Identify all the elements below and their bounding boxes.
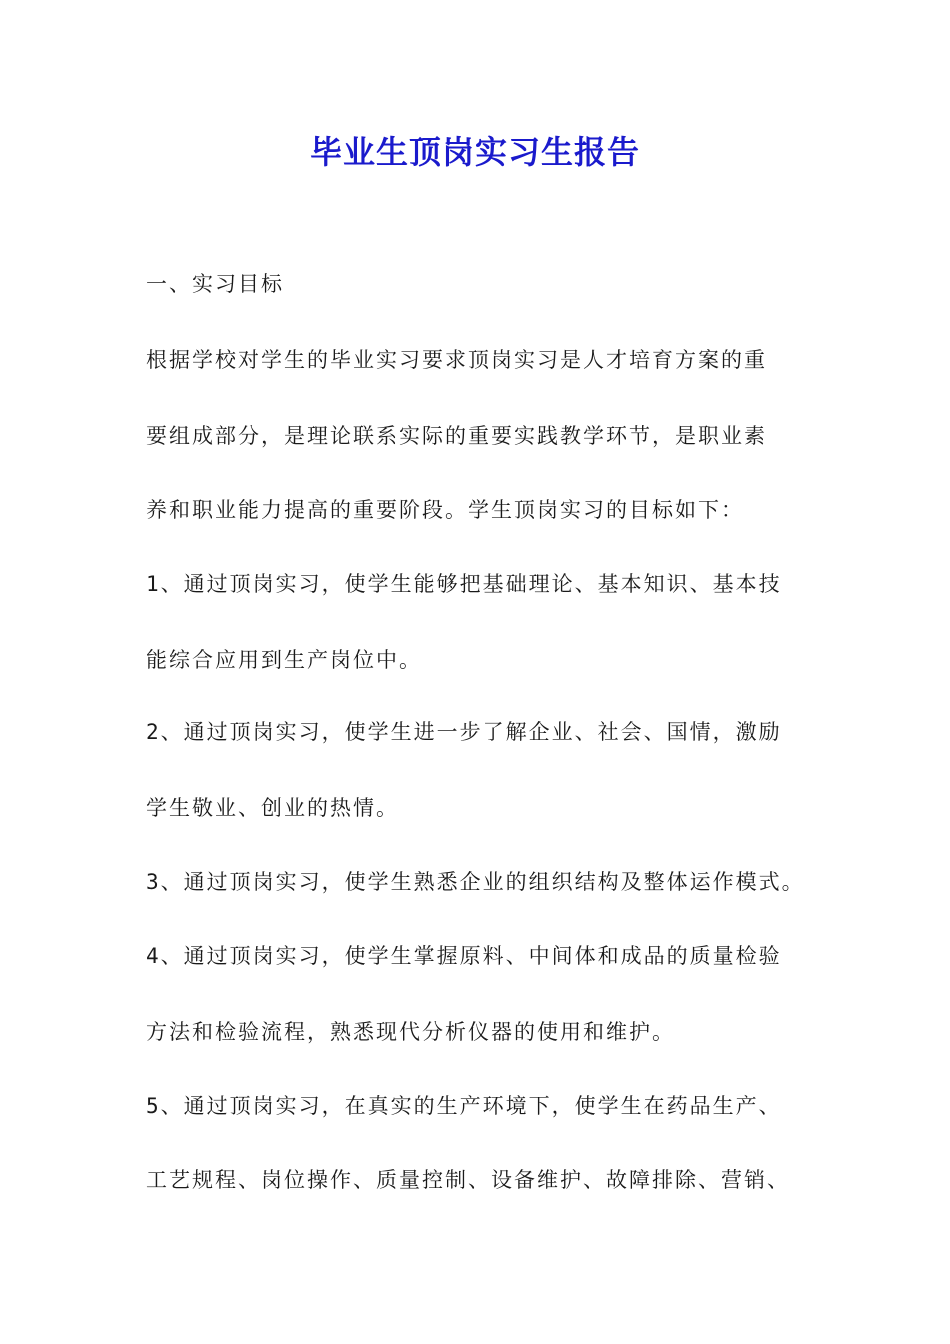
paragraph-line: 要组成部分，是理论联系实际的重要实践教学环节，是职业素 <box>146 424 767 448</box>
document-title: 毕业生顶岗实习生报告 <box>309 133 640 171</box>
list-item-line: 1、通过顶岗实习，使学生能够把基础理论、基本知识、基本技 <box>146 572 782 596</box>
list-item-line: 工艺规程、岗位操作、质量控制、设备维护、故障排除、营销、 <box>146 1168 790 1192</box>
paragraph-line: 根据学校对学生的毕业实习要求顶岗实习是人才培育方案的重 <box>146 348 767 372</box>
paragraph-line: 养和职业能力提高的重要阶段。学生顶岗实习的目标如下： <box>146 498 744 522</box>
list-item-line: 2、通过顶岗实习，使学生进一步了解企业、社会、国情，激励 <box>146 720 782 744</box>
list-item-line: 学生敬业、创业的热情。 <box>146 796 399 820</box>
list-item-line: 3、通过顶岗实习，使学生熟悉企业的组织结构及整体运作模式。 <box>146 870 805 894</box>
list-item-line: 能综合应用到生产岗位中。 <box>146 648 422 672</box>
list-item-line: 5、通过顶岗实习，在真实的生产环境下，使学生在药品生产、 <box>146 1094 782 1118</box>
list-item-line: 方法和检验流程，熟悉现代分析仪器的使用和维护。 <box>146 1020 675 1044</box>
list-item-line: 4、通过顶岗实习，使学生掌握原料、中间体和成品的质量检验 <box>146 944 782 968</box>
section-heading: 一、实习目标 <box>146 272 284 296</box>
